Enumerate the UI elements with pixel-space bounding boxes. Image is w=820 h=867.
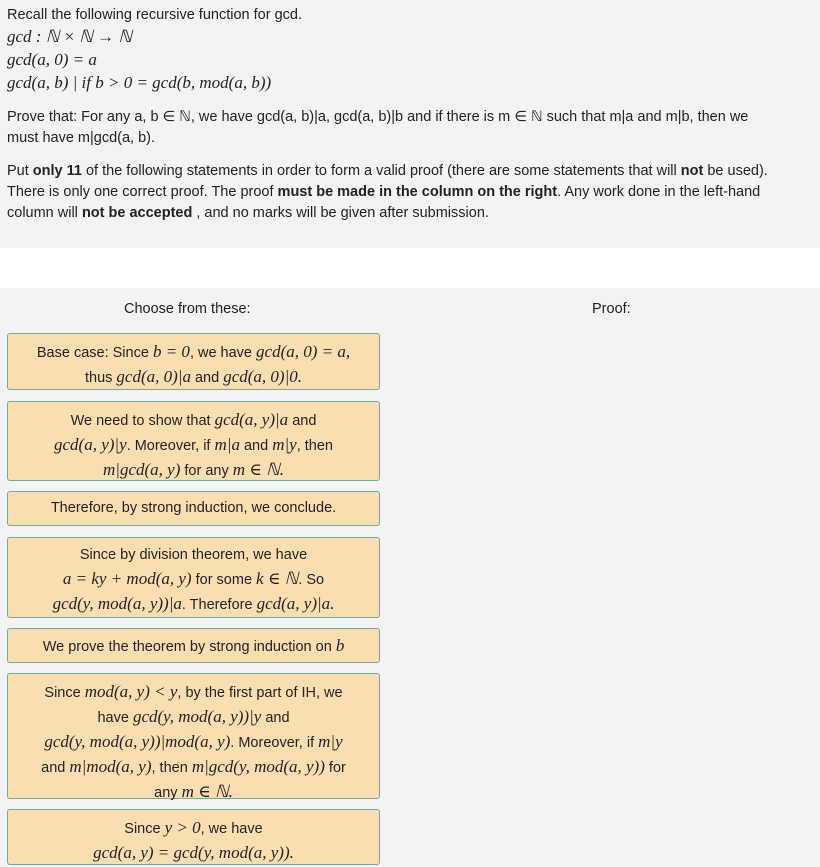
statement-card-conclusion[interactable]: Therefore, by strong induction, we conclude. <box>7 491 380 526</box>
intro-text: Recall the following recursive function for gcd. <box>7 7 302 23</box>
proof-drop-zone[interactable] <box>405 330 813 867</box>
choose-column-heading: Choose from these: <box>124 301 251 317</box>
gcd-base-definition: gcd(a, 0) = a <box>7 50 97 69</box>
statement-card-strong-induction[interactable]: We prove the theorem by strong induction on b <box>7 628 380 663</box>
prove-statement: Prove that: For any a, b ∈ ℕ, we have gcd(a, b)|a, gcd(a, b)|b and if there is m ∈ ℕ such that m|a and m|b, then we must have m|gcd(a, b). <box>7 109 749 146</box>
instructions: Put only 11 of the following statements in order to form a valid proof (there are some statements that will not be used). There is only one correct proof. The proof must be made in the column on the right. Any work done in the left-hand column will not be accepted , and no marks will be given after submission. <box>7 163 768 221</box>
statement-card-first-part-ih[interactable]: Since mod(a, y) < y, by the first part of IH, we have gcd(y, mod(a, y))|y and gcd(y, mod(a, y))|mod(a, y). Moreover, if m|y and m|mod(a, y), then m|gcd(y, mod(a, y)) for any m ∈ ℕ. <box>7 673 380 799</box>
gcd-recursive-definition: gcd(a, b) | if b > 0 = gcd(b, mod(a, b)) <box>7 73 272 92</box>
statement-card-gcd-equality[interactable]: Since y > 0, we have gcd(a, y) = gcd(y, mod(a, y)). <box>7 809 380 865</box>
statement-card-need-to-show[interactable]: We need to show that gcd(a, y)|a and gcd(a, y)|y. Moreover, if m|a and m|y, then m|gcd(a, y) for any m ∈ ℕ. <box>7 401 380 481</box>
question-prompt <box>0 0 820 248</box>
proof-column-heading: Proof: <box>592 301 631 317</box>
statement-card-division-theorem[interactable]: Since by division theorem, we have a = ky + mod(a, y) for some k ∈ ℕ. So gcd(y, mod(a, y))|a. Therefore gcd(a, y)|a. <box>7 537 380 618</box>
gcd-signature: gcd : ℕ × ℕ → ℕ <box>7 27 133 46</box>
statement-card-base-case[interactable]: Base case: Since b = 0, we have gcd(a, 0) = a, thus gcd(a, 0)|a and gcd(a, 0)|0. <box>7 333 380 390</box>
